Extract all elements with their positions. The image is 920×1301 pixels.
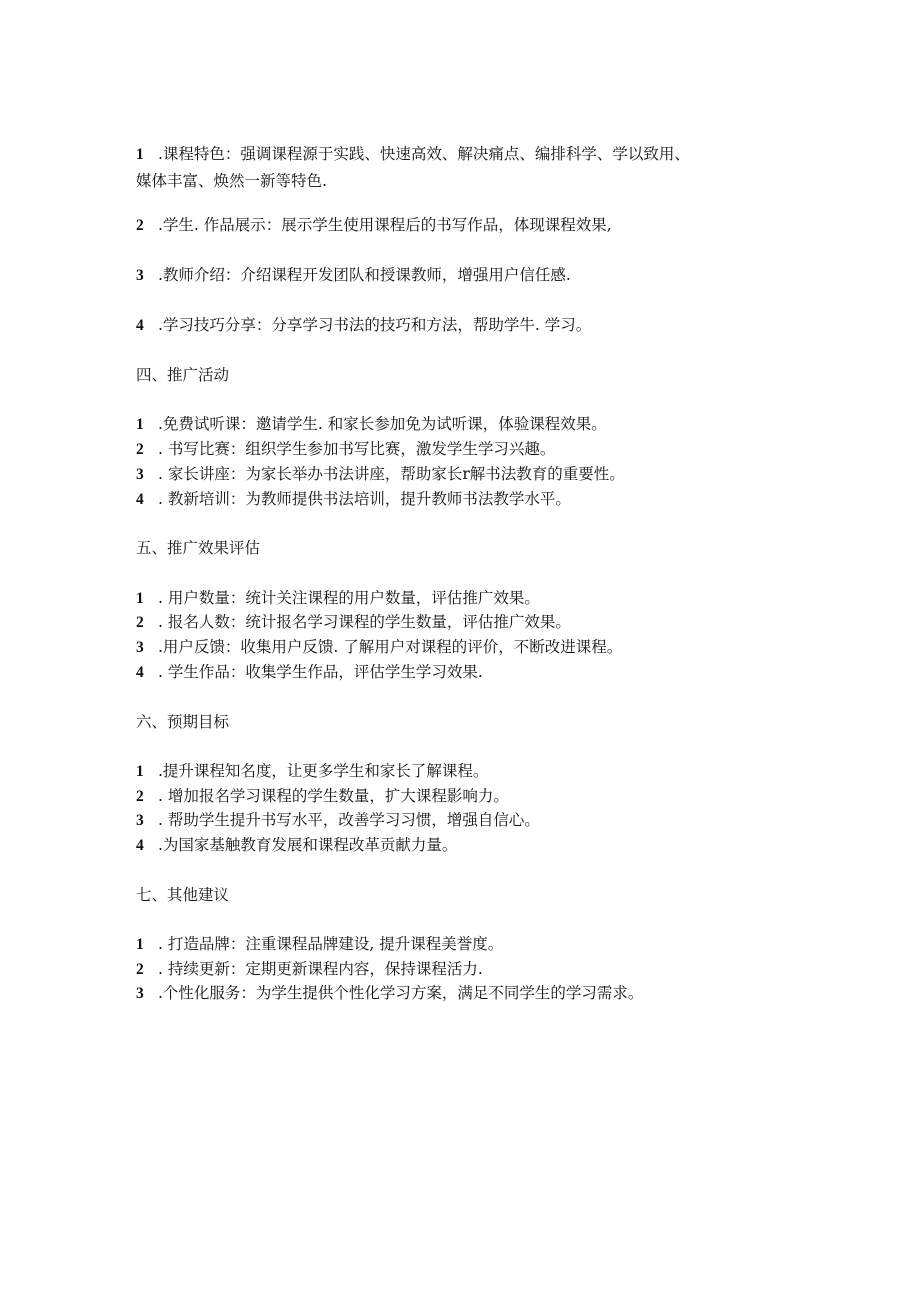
list-item-student-works bbox=[136, 215, 612, 236]
list-item bbox=[136, 835, 457, 856]
section-heading-other-suggestions: 七、其他建议 bbox=[136, 886, 230, 904]
list-item bbox=[136, 489, 571, 510]
section-heading-effect-evaluation: 五、推广效果评估 bbox=[136, 539, 261, 557]
list-text: . 用户数量：统计关注课程的用户数量，评估推广效果。 bbox=[158, 589, 540, 607]
list-text: . 家长讲座：为家长举办书法讲座，帮助家长r解书法教育的重要性。 bbox=[158, 465, 625, 483]
list-number: 4 bbox=[136, 491, 144, 508]
list-number: 3 bbox=[136, 812, 144, 829]
list-number: 1 bbox=[136, 763, 144, 780]
list-text: .学生. 作品展示：展示学生使用课程后的书写作品，体现课程效果, bbox=[158, 216, 612, 234]
list-number: 2 bbox=[136, 614, 144, 631]
list-item bbox=[136, 786, 509, 807]
list-text: . 书写比赛：组织学生参加书写比赛，激发学生学习兴趣。 bbox=[158, 440, 556, 458]
list-text: .个性化服务：为学生提供个性化学习方案，满足不同学生的学习需求。 bbox=[158, 984, 644, 1002]
list-text: .教师介绍：介绍课程开发团队和授课教师，增强用户信任感. bbox=[158, 266, 571, 284]
list-item-teacher-intro bbox=[136, 265, 571, 286]
list-text: .课程特色：强调课程源于实践、快速高效、解决痛点、编排科学、学以致用、 bbox=[158, 145, 690, 163]
section-heading-promotion-activities: 四、推广活动 bbox=[136, 366, 230, 384]
list-item bbox=[136, 439, 555, 460]
list-item bbox=[136, 637, 622, 658]
list-number: 2 bbox=[136, 961, 144, 978]
list-number: 3 bbox=[136, 985, 144, 1002]
list-item bbox=[136, 662, 483, 683]
list-text: .提升课程知名度，让更多学生和家长了解课程。 bbox=[158, 762, 489, 780]
list-text: . 增加报名学习课程的学生数量，扩大课程影响力。 bbox=[158, 787, 509, 805]
list-number: 4 bbox=[136, 317, 144, 334]
list-item bbox=[136, 612, 571, 633]
list-item bbox=[136, 983, 643, 1004]
list-item bbox=[136, 761, 488, 782]
list-text: .免费试听课：邀请学生. 和家长参加免为试听课，体验课程效果。 bbox=[158, 415, 607, 433]
list-number: 4 bbox=[136, 664, 144, 681]
list-number: 3 bbox=[136, 267, 144, 284]
list-number: 1 bbox=[136, 590, 144, 607]
list-item bbox=[136, 414, 607, 435]
list-text: . 报名人数：统计报名学习课程的学生数量，评估推广效果。 bbox=[158, 613, 571, 631]
list-item bbox=[136, 464, 625, 485]
list-text-continued: 媒体丰富、焕然一新等特色. bbox=[136, 172, 327, 190]
list-item-tips-sharing bbox=[136, 315, 591, 336]
list-number: 1 bbox=[136, 146, 144, 163]
list-text: . 帮助学生提升书写水平，改善学习习惯，增强自信心。 bbox=[158, 811, 540, 829]
list-number: 3 bbox=[136, 639, 144, 656]
list-item bbox=[136, 934, 503, 955]
list-number: 1 bbox=[136, 416, 144, 433]
list-number: 4 bbox=[136, 837, 144, 854]
list-number: 1 bbox=[136, 936, 144, 953]
list-text: .为国家基触教育发展和课程改革贡献力量。 bbox=[158, 836, 458, 854]
list-text: . 学生作品：收集学生作品，评估学生学习效果. bbox=[158, 663, 483, 681]
list-number: 3 bbox=[136, 466, 144, 483]
list-text: .用户反馈：收集用户反馈. 了解用户对课程的评价，不断改进课程。 bbox=[158, 638, 623, 656]
list-number: 2 bbox=[136, 441, 144, 458]
list-item-course-features bbox=[136, 141, 796, 195]
section-heading-expected-goals: 六、预期目标 bbox=[136, 713, 230, 731]
list-text: . 持续更新：定期更新课程内容，保持课程活力. bbox=[158, 960, 483, 978]
list-text: .学习技巧分享：分享学习书法的技巧和方法，帮助学牛. 学习。 bbox=[158, 316, 592, 334]
list-number: 2 bbox=[136, 217, 144, 234]
list-number: 2 bbox=[136, 788, 144, 805]
list-item bbox=[136, 959, 483, 980]
list-text: . 教新培训：为教师提供书法培训，提升教师书法教学水平。 bbox=[158, 490, 571, 508]
list-item bbox=[136, 588, 540, 609]
list-text: . 打造品牌：注重课程品牌建设, 提升课程美誉度。 bbox=[158, 935, 504, 953]
list-item bbox=[136, 810, 540, 831]
